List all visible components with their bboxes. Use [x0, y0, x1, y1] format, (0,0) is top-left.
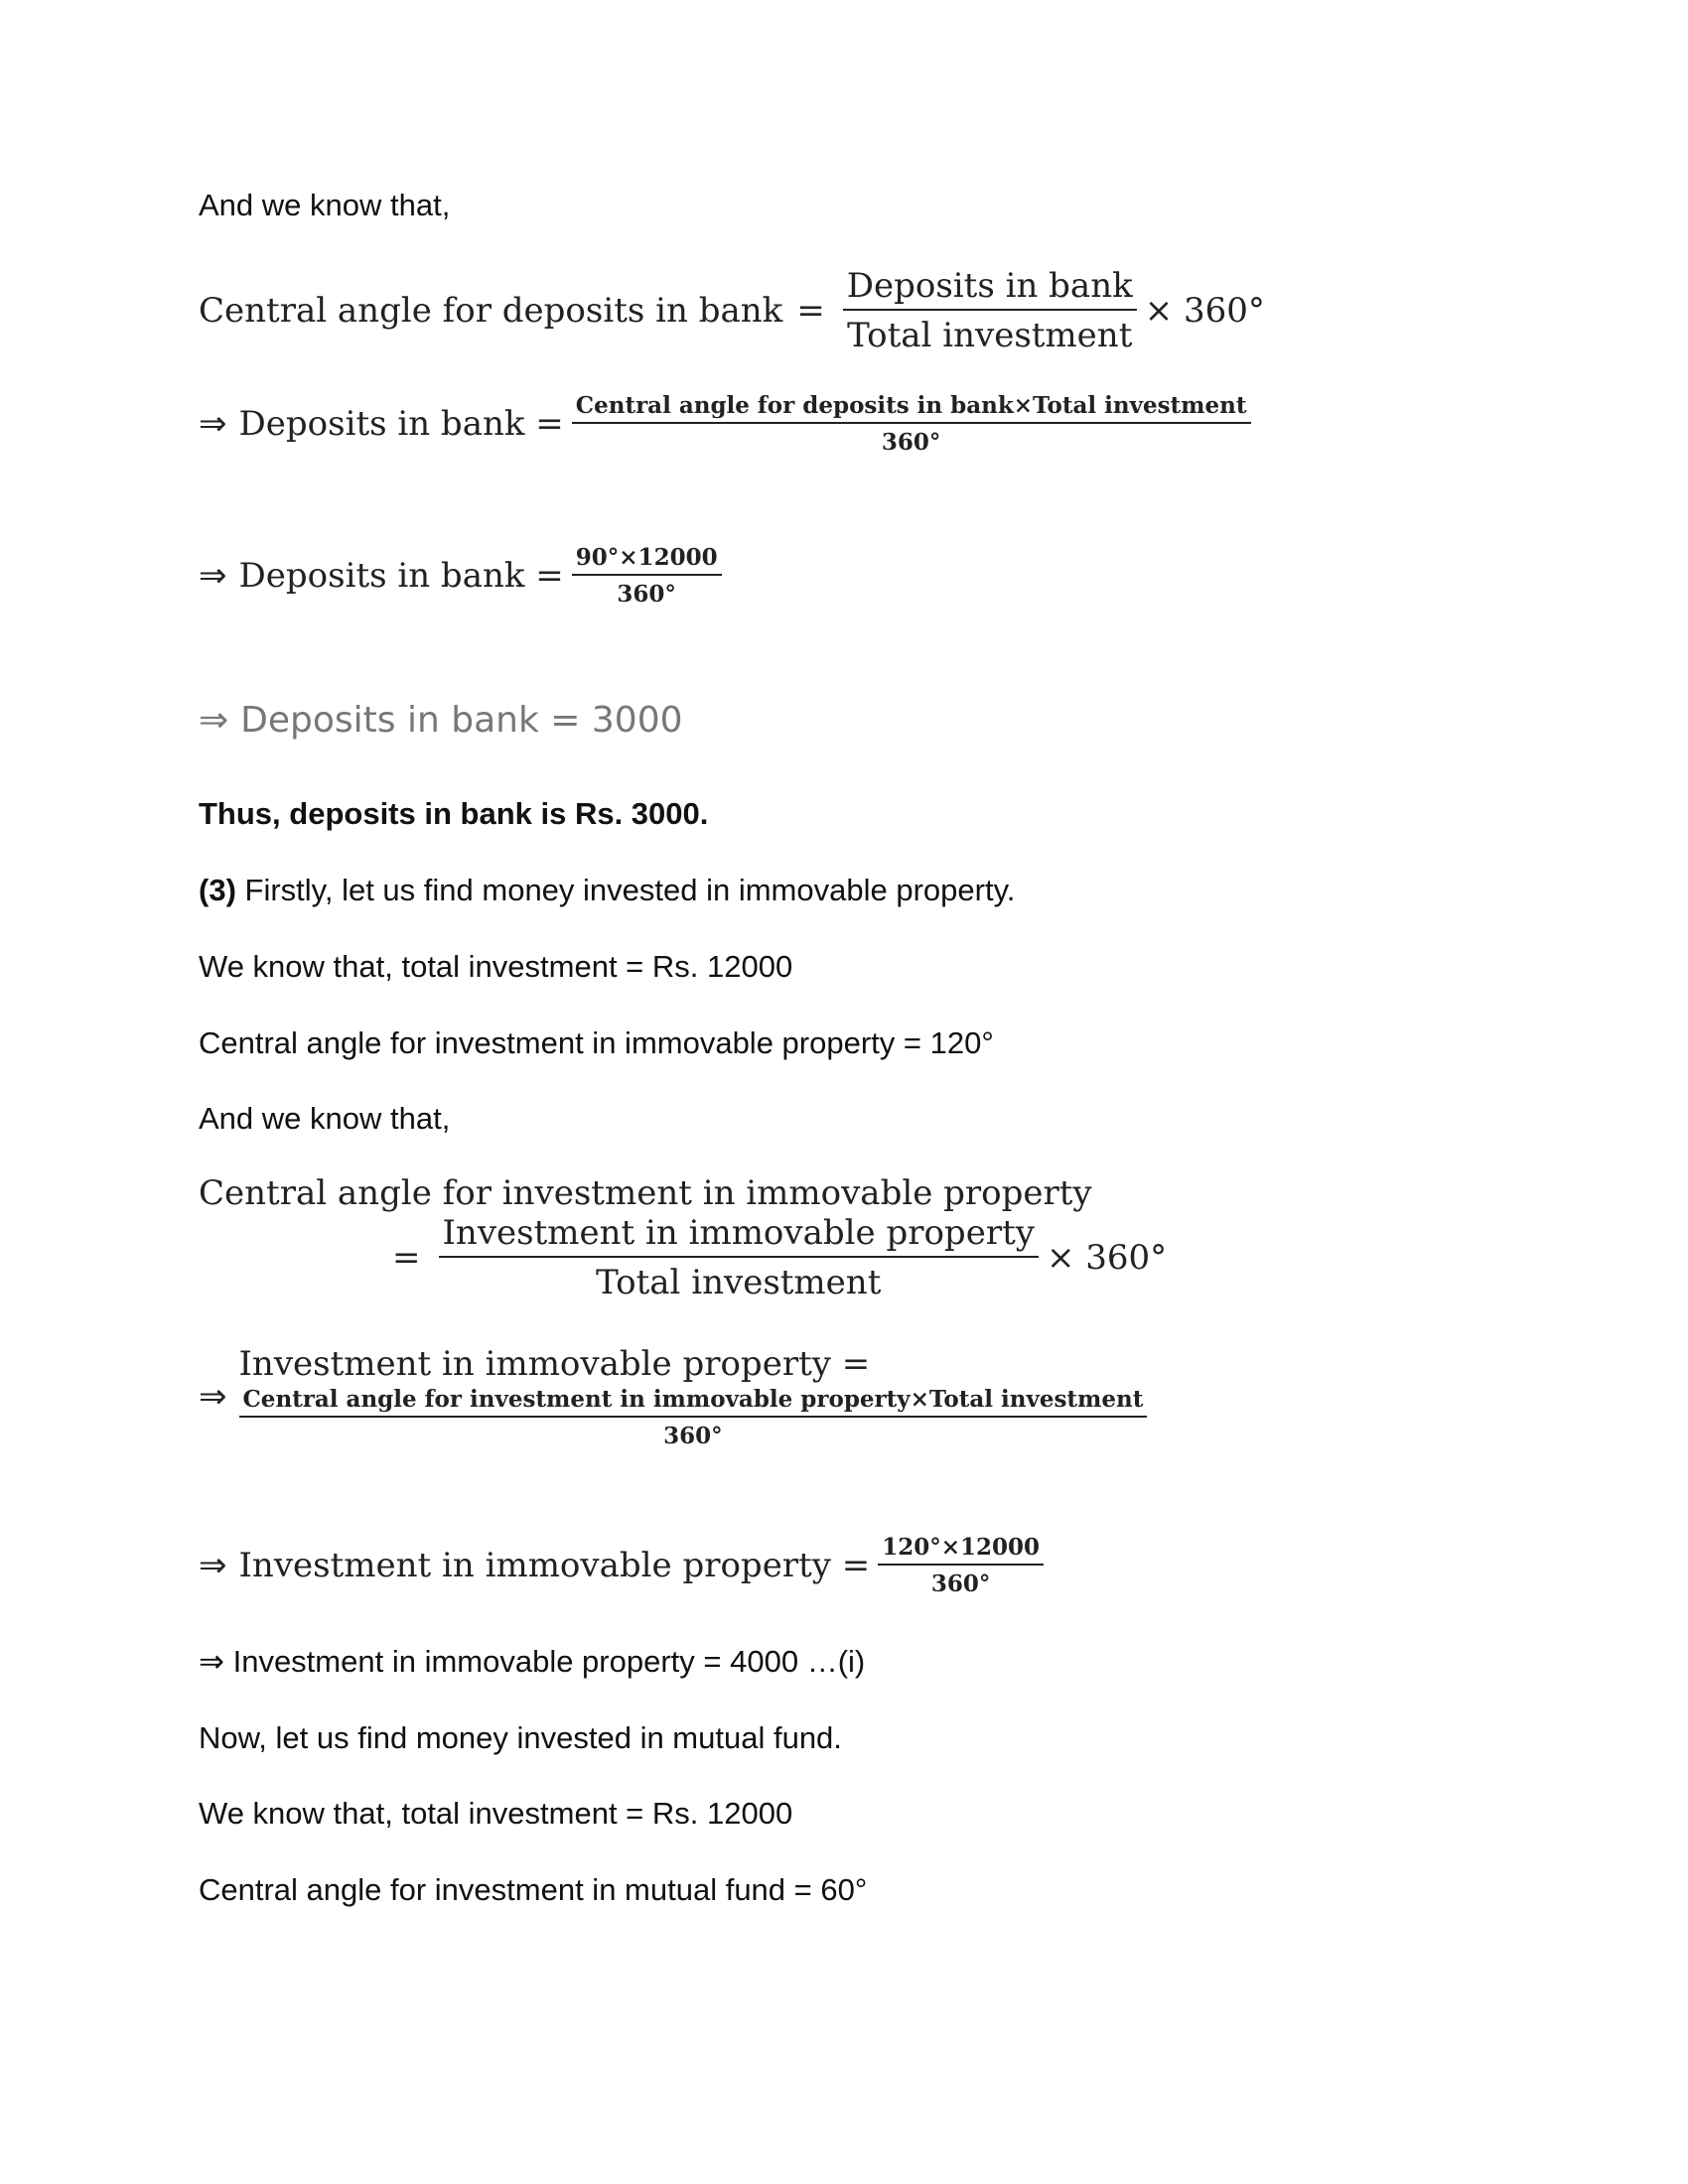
result-immovable: ⇒ Investment in immovable property = 4000 …(i): [199, 1644, 866, 1679]
eq1-equals: =: [796, 291, 825, 331]
implies-icon: ⇒: [199, 556, 227, 596]
eq5-times: × 360°: [1046, 1238, 1168, 1278]
paragraph-angle-mutual: Central angle for investment in mutual fund = 60°: [199, 1872, 868, 1907]
eq7-numerator: 120°×12000: [882, 1534, 1041, 1561]
equation-deposits-substitution: [199, 544, 730, 608]
eq6-lhs: Investment in immovable property =: [238, 1344, 871, 1384]
equation-deposits-formula: [199, 392, 1259, 456]
eq2-numerator: Central angle for deposits in bank×Total investment: [575, 392, 1247, 419]
part-3-label: (3): [199, 873, 236, 907]
eq5-denominator: Total investment: [596, 1263, 882, 1302]
eq6-denominator: 360°: [663, 1423, 723, 1449]
eq2-denominator: 360°: [881, 429, 941, 456]
conclusion-deposits: Thus, deposits in bank is Rs. 3000.: [199, 796, 709, 831]
eq5-fraction: [439, 1213, 1039, 1302]
eq2-fraction: [572, 392, 1251, 456]
eq3-lhs: Deposits in bank =: [238, 556, 564, 596]
eq6-body: [239, 1344, 1148, 1449]
paragraph-and-we-know-1: And we know that,: [199, 188, 451, 222]
eq1-fraction: [843, 266, 1137, 355]
eq1-lhs: Central angle for deposits in bank: [199, 291, 783, 331]
eq7-lhs: Investment in immovable property =: [238, 1546, 871, 1585]
eq7-fraction: [878, 1534, 1044, 1597]
paragraph-angle-immovable: Central angle for investment in immovable property = 120°: [199, 1025, 994, 1060]
paragraph-total-investment-1: We know that, total investment = Rs. 12000: [199, 949, 793, 984]
eq3-fraction: [572, 544, 722, 608]
equation-central-angle-deposits: [199, 266, 1265, 355]
eq2-lhs: Deposits in bank =: [238, 404, 564, 444]
implies-icon: ⇒: [199, 700, 229, 741]
eq5-numerator: Investment in immovable property: [442, 1213, 1035, 1253]
eq1-times: × 360°: [1144, 291, 1265, 331]
eq3-numerator: 90°×12000: [575, 544, 718, 571]
paragraph-total-investment-2: We know that, total investment = Rs. 12000: [199, 1796, 793, 1831]
equation-deposits-result: [199, 700, 683, 741]
eq6-fraction: [239, 1386, 1148, 1449]
paragraph-part-3: [199, 872, 1015, 908]
implies-icon: ⇒: [199, 404, 227, 444]
paragraph-mutual-intro: Now, let us find money invested in mutual fund.: [199, 1720, 842, 1755]
equation-central-angle-immovable: [392, 1213, 1167, 1302]
equation-immovable-substitution: [199, 1534, 1052, 1597]
equation-immovable-formula: [199, 1344, 1147, 1449]
eq6-numerator: Central angle for investment in immovable property×Total investment: [242, 1386, 1144, 1413]
eq1-denominator: Total investment: [847, 316, 1133, 355]
eq1-numerator: Deposits in bank: [846, 266, 1133, 306]
implies-icon: ⇒: [199, 1546, 227, 1585]
eq4-text: Deposits in bank = 3000: [240, 700, 683, 741]
eq7-denominator: 360°: [930, 1570, 991, 1597]
implies-icon: ⇒: [199, 1377, 227, 1417]
eq5-lhs: Central angle for investment in immovable property: [199, 1173, 1092, 1213]
paragraph-and-we-know-2: And we know that,: [199, 1101, 451, 1136]
part-3-text: Firstly, let us find money invested in immovable property.: [235, 873, 1016, 907]
eq3-denominator: 360°: [617, 581, 676, 608]
eq5-equals: =: [392, 1238, 421, 1278]
